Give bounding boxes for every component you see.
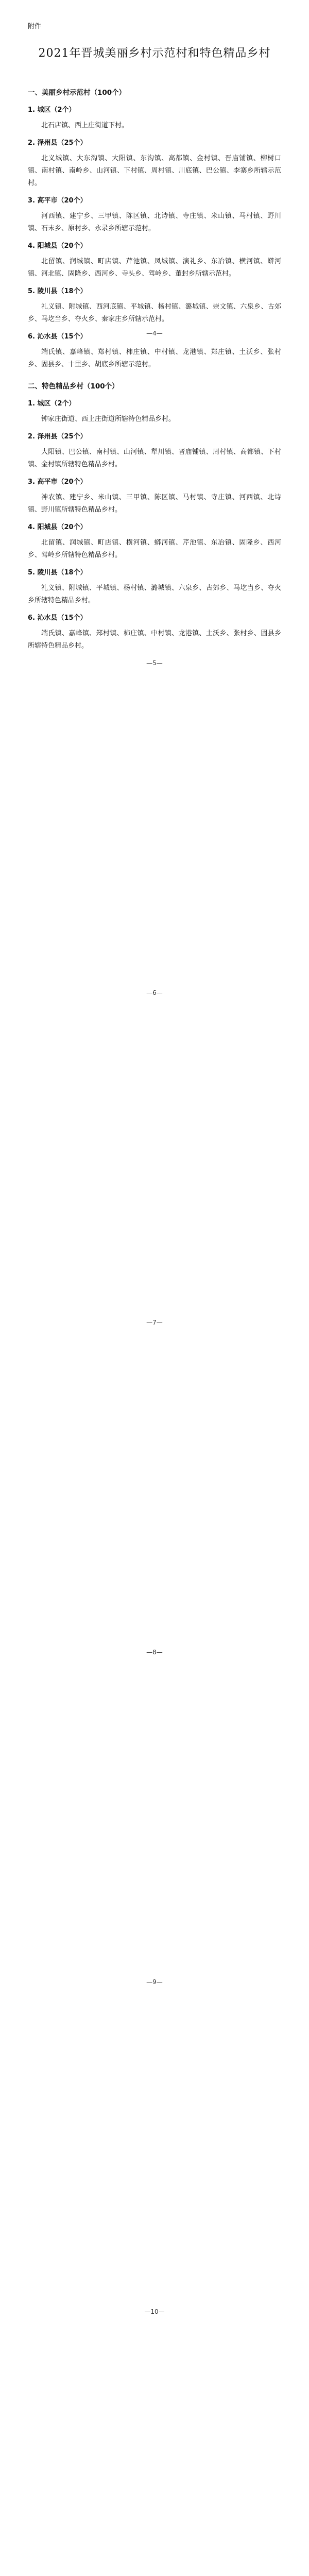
- city-heading: 1. 城区（2个）: [28, 400, 76, 408]
- city-heading: 5. 陵川县（18个）: [28, 287, 87, 295]
- city-heading: 2. 泽州县（25个）: [28, 139, 87, 147]
- city-paragraph: 河西镇、建宁乡、三甲镇、陈区镇、北诗镇、寺庄镇、米山镇、马村镇、野川镇、石末乡、原村乡、永录乡所辖示范村。: [28, 212, 281, 232]
- document-title: 2021年晋城美丽乡村示范村和特色精品乡村: [38, 47, 271, 60]
- city-heading: 4. 阳城县（20个）: [28, 242, 87, 250]
- city-paragraph: 神农镇、建宁乡、米山镇、三甲镇、陈区镇、马村镇、寺庄镇、河西镇、北诗镇、野川镇所辖特色精品乡村。: [28, 494, 281, 514]
- city-heading: 2. 泽州县（25个）: [28, 433, 87, 440]
- city-paragraph: 钟家庄街道、西上庄街道所辖特色精品乡村。: [41, 415, 176, 423]
- city-heading: 6. 沁水县（15个）: [28, 614, 87, 622]
- page-number: —5—: [146, 659, 163, 667]
- city-heading: 3. 高平市（20个）: [28, 478, 87, 486]
- section-heading: 一、美丽乡村示范村（100个）: [28, 89, 126, 97]
- city-heading: 4. 阳城县（20个）: [28, 523, 87, 531]
- document-body: [28, 77, 281, 655]
- city-paragraph: 北义城镇、大东沟镇、大阳镇、东沟镇、高都镇、金村镇、晋庙铺镇、柳树口镇、南村镇、南岭乡、山河镇、下村镇、周村镇、川底镇、巴公镇、李寨乡所辖示范村。: [28, 155, 281, 187]
- city-paragraph: 端氏镇、嘉峰镇、郑村镇、柿庄镇、中村镇、龙港镇、土沃乡、张村乡、固县乡所辖特色精品乡村。: [28, 630, 281, 650]
- page-number: —9—: [146, 1978, 163, 1986]
- city-paragraph: 端氏镇、嘉峰镇、郑村镇、柿庄镇、中村镇、龙港镇、郑庄镇、土沃乡、张村乡、固县乡、十里乡、胡底乡所辖示范村。: [28, 348, 281, 368]
- city-heading: 3. 高平市（20个）: [28, 197, 87, 205]
- city-paragraph: 北留镇、润城镇、町店镇、横河镇、蟒河镇、芹池镇、东冶镇、固隆乡、西河乡、驾岭乡所辖特色精品乡村。: [28, 539, 281, 559]
- city-heading: 5. 陵川县（18个）: [28, 569, 87, 577]
- page-number: —4—: [146, 330, 163, 337]
- page-number: —8—: [146, 1649, 163, 1656]
- city-paragraph: 礼义镇、附城镇、西河底镇、平城镇、杨村镇、潞城镇、崇文镇、六泉乡、古郊乡、马圪当乡、夺火乡、秦家庄乡所辖示范村。: [28, 303, 281, 323]
- city-heading: 6. 沁水县（15个）: [28, 333, 87, 341]
- city-heading: 1. 城区（2个）: [28, 106, 76, 114]
- city-paragraph: 北留镇、润城镇、町店镇、芹池镇、凤城镇、演礼乡、东冶镇、横河镇、蟒河镇、河北镇、固隆乡、西河乡、寺头乡、驾岭乡、董封乡所辖示范村。: [28, 258, 281, 278]
- city-paragraph: 北石店镇、西上庄街道下村。: [41, 122, 129, 129]
- section-heading: 二、特色精品乡村（100个）: [28, 382, 119, 391]
- page-number: —6—: [146, 989, 163, 996]
- city-paragraph: 大阳镇、巴公镇、南村镇、山河镇、犁川镇、晋庙铺镇、周村镇、高都镇、下村镇、金村镇所辖特色精品乡村。: [28, 448, 281, 468]
- attachment-label: 附件: [28, 23, 42, 30]
- page-number: —7—: [146, 1319, 163, 1326]
- page-number: —10—: [144, 2308, 165, 2315]
- city-paragraph: 礼义镇、附城镇、平城镇、杨村镇、潞城镇、六泉乡、古郊乡、马圪当乡、夺火乡所辖特色精品乡村。: [28, 584, 281, 604]
